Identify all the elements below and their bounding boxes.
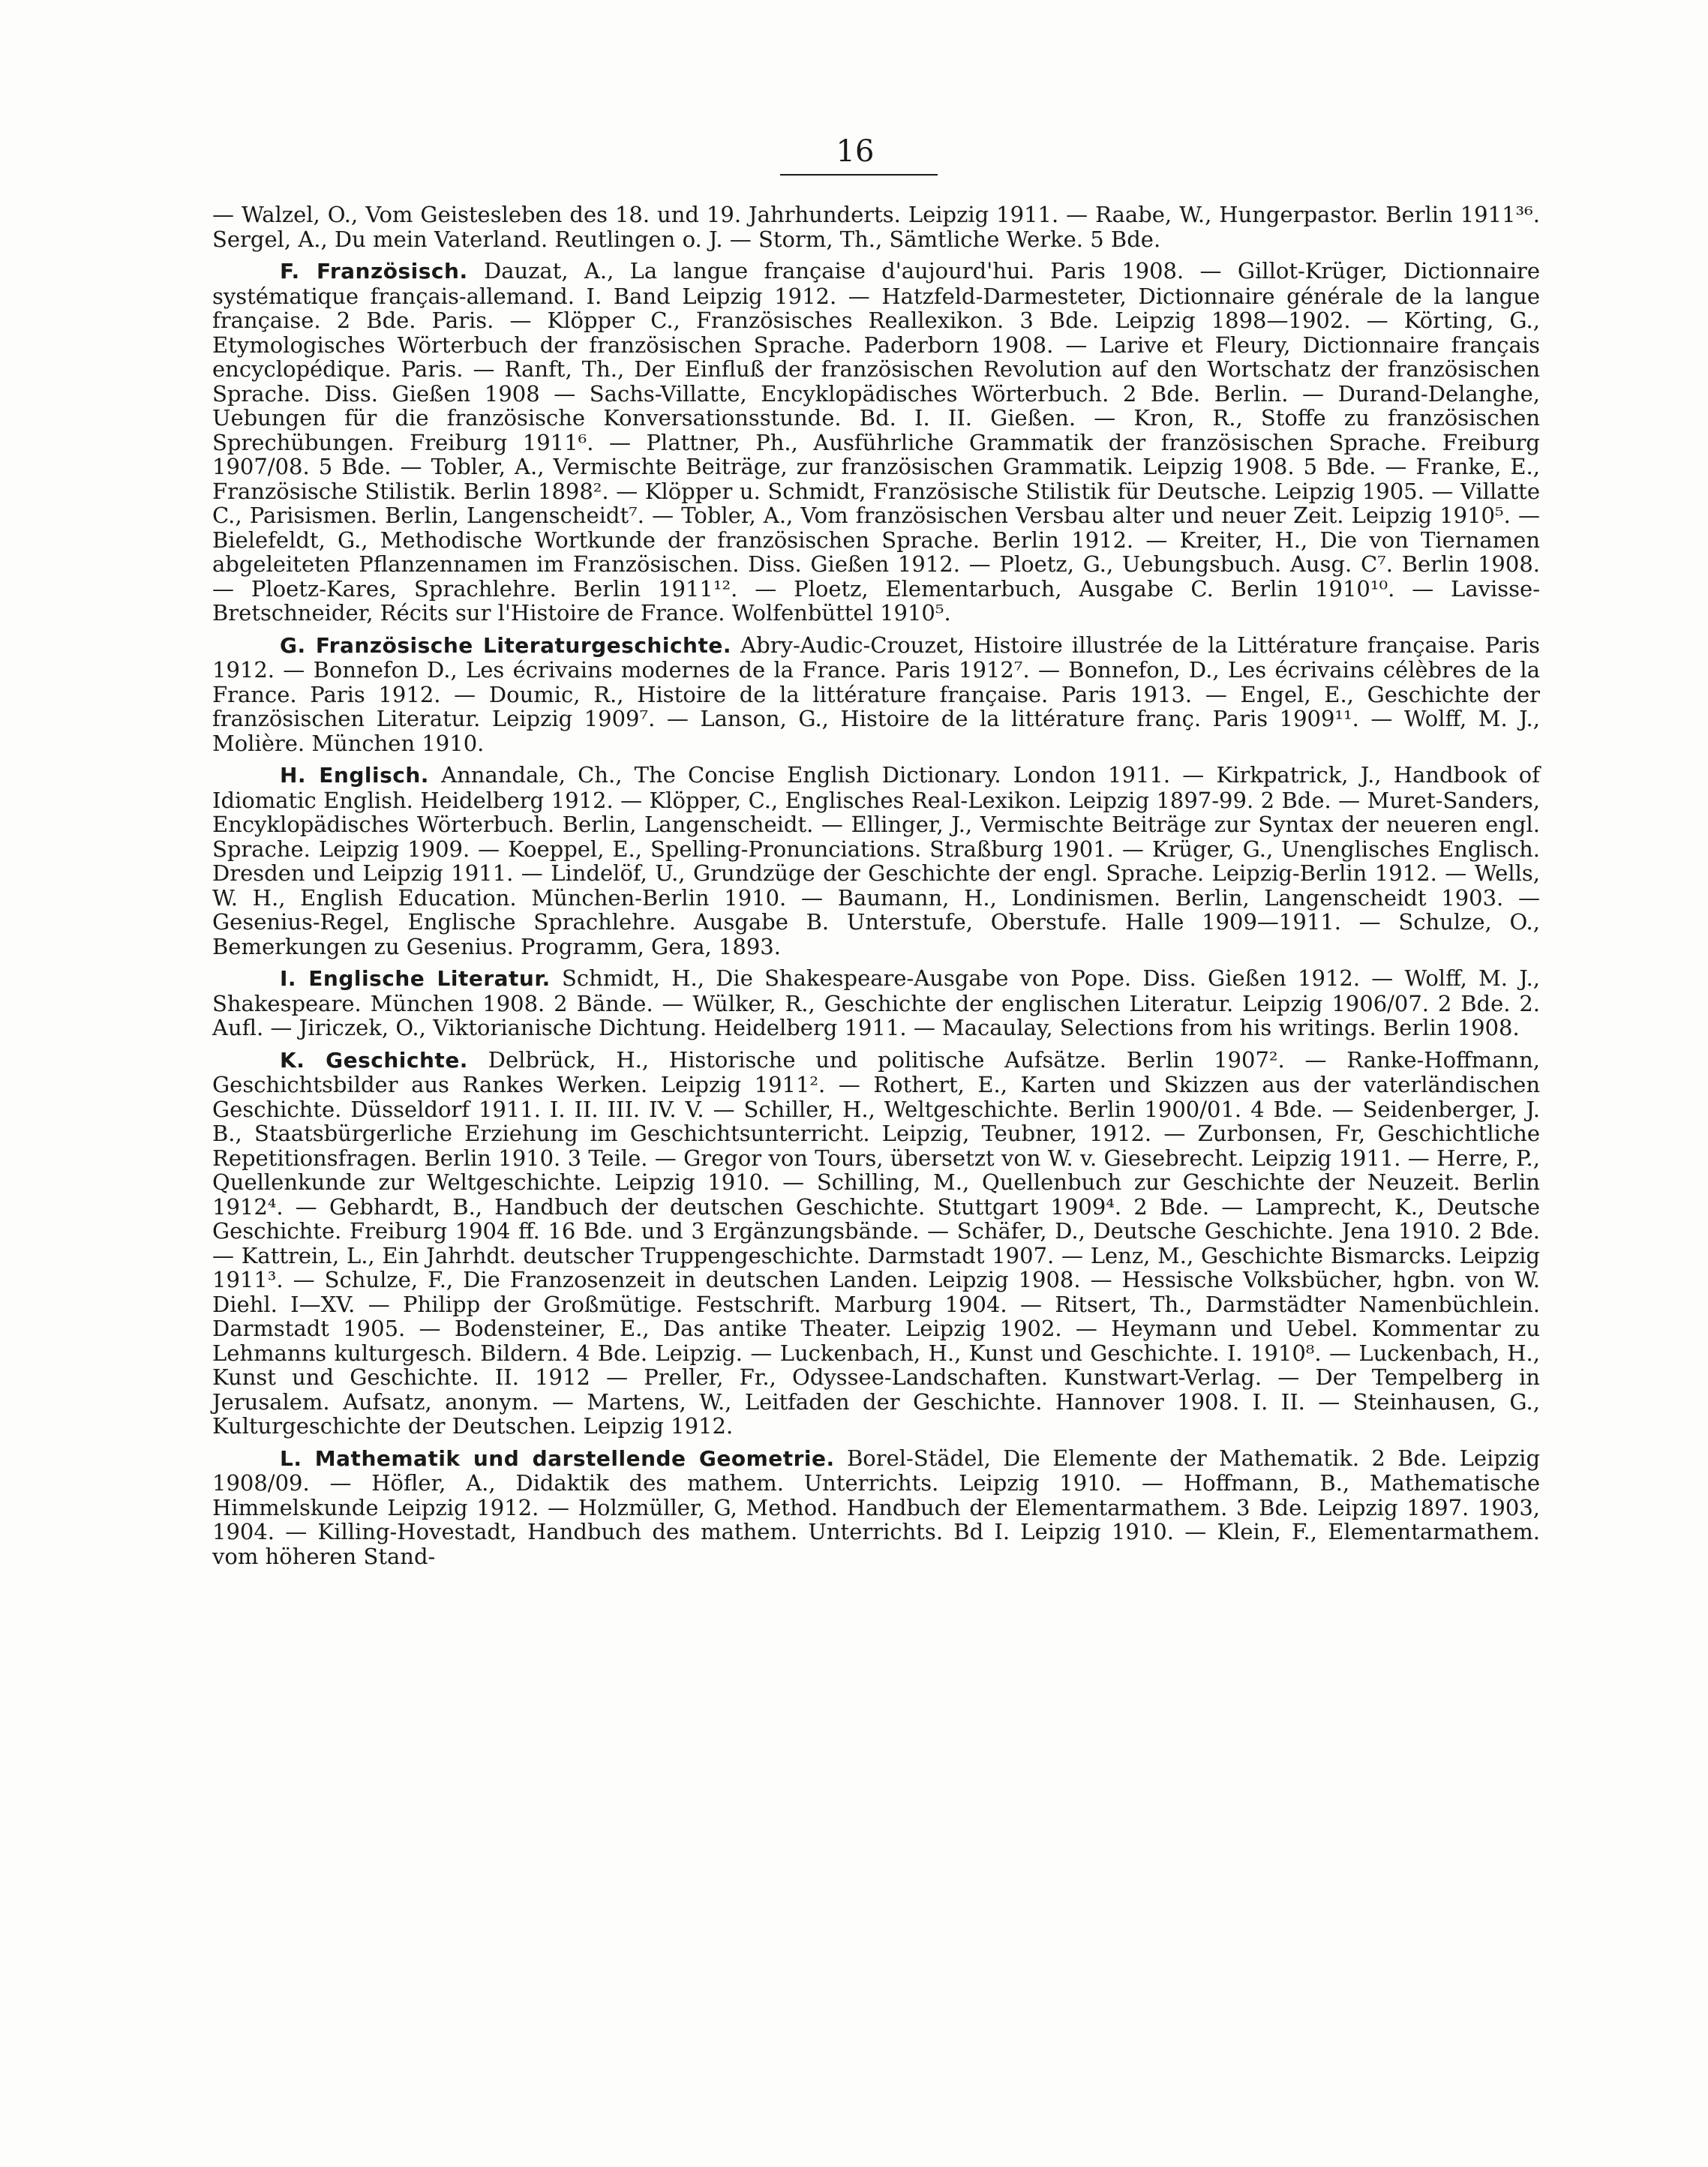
section-franzoesisch	[212, 259, 1540, 626]
section-mathematik	[212, 1446, 1540, 1569]
section-text: Annandale, Ch., The Concise English Dictionary. London 1911. — Kirkpatrick, J., Handbook of Idiomatic English. Heidelberg 1912. — Klöpper, C., Englisches Real-Lexikon. Leipzig 1897-99. 2 Bde. — Muret-Sanders, Encyklopädisches Wörterbuch. Berlin, Langenscheidt. — Ellinger, J., Vermischte Beiträge zur Syntax der neueren engl. Sprache. Leipzig 1909. — Koeppel, E., Spelling-Pronunciations. Straßburg 1901. — Krüger, G., Unenglisches Englisch. Dresden und Leipzig 1911. — Lindelöf, U., Grundzüge der Geschichte der engl. Sprache. Leipzig-Berlin 1912. — Wells, W. H., English Education. München-Berlin 1910. — Baumann, H., Londinismen. Berlin, Langenscheidt 1903. — Gesenius-Regel, Englische Sprachlehre. Ausgabe B. Unterstufe, Oberstufe. Halle 1909—1911. — Schulze, O., Bemerkungen zu Gesenius. Programm, Gera, 1893.	[212, 762, 1540, 959]
section-heading: F. Französisch.	[280, 259, 468, 284]
section-englisch	[212, 763, 1540, 959]
section-heading: K. Geschichte.	[280, 1047, 468, 1073]
section-text: — Walzel, O., Vom Geistesleben des 18. und 19. Jahrhunderts. Leipzig 1911. — Raabe, W., Hungerpastor. Berlin 1911³⁶. Sergel, A., Du mein Vaterland. Reutlingen o. J. — Storm, Th., Sämtliche Werke. 5 Bde.	[212, 202, 1540, 252]
section-heading: L. Mathematik und darstellende Geometrie.	[280, 1445, 835, 1471]
section-continued-german-literature	[212, 203, 1540, 251]
page-number-rule	[780, 174, 938, 176]
section-englische-literatur	[212, 966, 1540, 1040]
section-text: Delbrück, H., Historische und politische Aufsätze. Berlin 1907². — Ranke-Hoffmann, Geschichtsbilder aus Rankes Werken. Leipzig 1911². — Rothert, E., Karten und Skizzen aus der vaterländischen Geschichte. Düsseldorf 1911. I. II. III. IV. V. — Schiller, H., Weltgeschichte. Berlin 1900/01. 4 Bde. — Seidenberger, J. B., Staatsbürgerliche Erziehung im Geschichtsunterricht. Leipzig, Teubner, 1912. — Zurbonsen, Fr, Geschichtliche Repetitionsfragen. Berlin 1910. 3 Teile. — Gregor von Tours, übersetzt von W. v. Giesebrecht. Leipzig 1911. — Herre, P., Quellenkunde zur Weltgeschichte. Leipzig 1910. — Schilling, M., Quellenbuch zur Geschichte der Neuzeit. Berlin 1912⁴. — Gebhardt, B., Handbuch der deutschen Geschichte. Stuttgart 1909⁴. 2 Bde. — Lamprecht, K., Deutsche Geschichte. Freiburg 1904 ff. 16 Bde. und 3 Ergänzungsbände. — Schäfer, D., Deutsche Geschichte. Jena 1910. 2 Bde. — Kattrein, L., Ein Jahrhdt. deutscher Truppengeschichte. Darmstadt 1907. — Lenz, M., Geschichte Bismarcks. Leipzig 1911³. — Schulze, F., Die Franzosenzeit in deutschen Landen. Leipzig 1908. — Hessische Volksbücher, hgbn. von W. Diehl. I—XV. — Philipp der Großmütige. Festschrift. Marburg 1904. — Ritsert, Th., Darmstädter Namenbüchlein. Darmstadt 1905. — Bodensteiner, E., Das antike Theater. Leipzig 1902. — Heymann und Uebel. Kommentar zu Lehmanns kulturgesch. Bildern. 4 Bde. Leipzig. — Luckenbach, H., Kunst und Geschichte. I. 1910⁸. — Luckenbach, H., Kunst und Geschichte. II. 1912 — Preller, Fr., Odyssee-Landschaften. Kunstwart-Verlag. — Der Tempelberg in Jerusalem. Aufsatz, anonym. — Martens, W., Leitfaden der Geschichte. Hannover 1908. I. II. — Steinhausen, G., Kulturgeschichte der Deutschen. Leipzig 1912.	[212, 1046, 1541, 1439]
section-franzoesische-literaturgeschichte	[212, 633, 1540, 756]
section-text: Abry-Audic-Crouzet, Histoire illustrée de la Littérature française. Paris 1912. — Bonnefon D., Les écrivains modernes de la France. Paris 1912⁷. — Bonnefon, D., Les écrivains célèbres de la France. Paris 1912. — Doumic, R., Histoire de la littérature française. Paris 1913. — Engel, E., Geschichte der französischen Literatur. Leipzig 1909⁷. — Lanson, G., Histoire de la littérature franç. Paris 1909¹¹. — Wolff, M. J., Molière. München 1910.	[212, 632, 1541, 756]
section-heading: I. Englische Literatur.	[280, 966, 551, 991]
section-heading: H. Englisch.	[280, 763, 429, 788]
section-text: Dauzat, A., La langue française d'aujourd'hui. Paris 1908. — Gillot-Krüger, Dictionnaire systématique français-allemand. I. Band Leipzig 1912. — Hatzfeld-Darmesteter, Dictionnaire générale de la langue française. 2 Bde. Paris. — Klöpper C., Französisches Reallexikon. 3 Bde. Leipzig 1898—1902. — Körting, G., Etymologisches Wörterbuch der französischen Sprache. Paderborn 1908. — Larive et Fleury, Dictionnaire français encyclopédique. Paris. — Ranft, Th., Der Einfluß der französischen Revolution auf den Wortschatz der französischen Sprache. Diss. Gießen 1908 — Sachs-Villatte, Encyklopädisches Wörterbuch. 2 Bde. Berlin. — Durand-Delanghe, Uebungen für die französische Konversationsstunde. Bd. I. II. Gießen. — Kron, R., Stoffe zu französischen Sprechübungen. Freiburg 1911⁶. — Plattner, Ph., Ausführliche Grammatik der französischen Sprache. Freiburg 1907/08. 5 Bde. — Tobler, A., Vermischte Beiträge, zur französischen Grammatik. Leipzig 1908. 5 Bde. — Franke, E., Französische Stilistik. Berlin 1898². — Klöpper u. Schmidt, Französische Stilistik für Deutsche. Leipzig 1905. — Villatte C., Parisismen. Berlin, Langenscheidt⁷. — Tobler, A., Vom französischen Versbau alter und neuer Zeit. Leipzig 1910⁵. — Bielefeldt, G., Methodische Wortkunde der französischen Sprache. Berlin 1912. — Kreiter, H., Die von Tiernamen abgeleiteten Pflanzennamen im Französischen. Diss. Gießen 1912. — Ploetz, G., Uebungsbuch. Ausg. C⁷. Berlin 1908. — Ploetz-Kares, Sprachlehre. Berlin 1911¹². — Ploetz, Elementarbuch, Ausgabe C. Berlin 1910¹⁰. — Lavisse-Bretschneider, Récits sur l'Histoire de France. Wolfenbüttel 1910⁵.	[212, 258, 1541, 626]
page-number: 16	[836, 134, 875, 169]
section-heading: G. Französische Literaturgeschichte.	[280, 632, 732, 658]
section-text: Schmidt, H., Die Shakespeare-Ausgabe von Pope. Diss. Gießen 1912. — Wolff, M. J., Shakespeare. München 1908. 2 Bände. — Wülker, R., Geschichte der englischen Literatur. Leipzig 1906/07. 2 Bde. 2. Aufl. — Jiriczek, O., Viktorianische Dichtung. Heidelberg 1911. — Macaulay, Selections from his writings. Berlin 1908.	[212, 965, 1541, 1040]
section-text: Borel-Städel, Die Elemente der Mathematik. 2 Bde. Leipzig 1908/09. — Höfler, A., Didaktik des mathem. Unterrichts. Leipzig 1910. — Hoffmann, B., Mathematische Himmelskunde Leipzig 1912. — Holzmüller, G, Method. Handbuch der Elementarmathem. 3 Bde. Leipzig 1897. 1903, 1904. — Killing-Hovestadt, Handbuch des mathem. Unterrichts. Bd I. Leipzig 1910. — Klein, F., Elementarmathem. vom höheren Stand-	[212, 1445, 1541, 1569]
bibliography-content	[212, 203, 1540, 1576]
section-geschichte	[212, 1048, 1540, 1439]
